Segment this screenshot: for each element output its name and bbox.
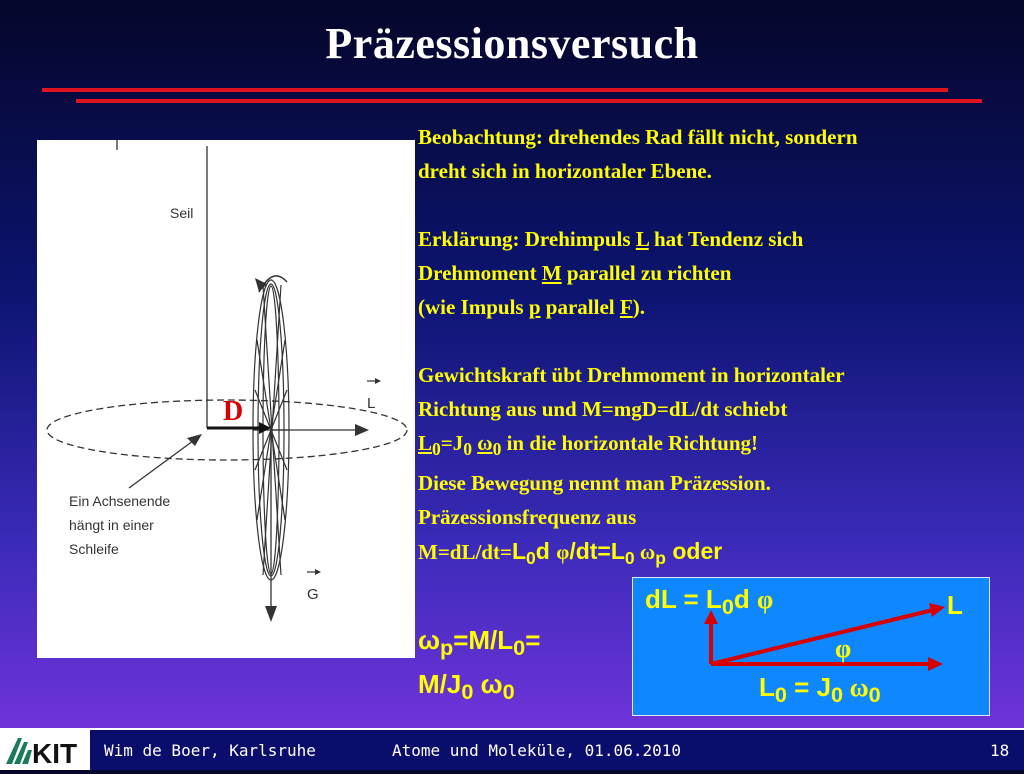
- footer-page-number: 18: [990, 741, 1010, 760]
- gravity-line2: Richtung aus und M=mgD=dL/dt schiebt: [418, 397, 788, 421]
- footer-course: Atome und Moleküle, 01.06.2010: [392, 741, 681, 760]
- formula-line2: $M/J_0$ $\omega_0$: [418, 669, 515, 705]
- observation-line1: Beobachtung: drehendes Rad fällt nicht, sondern: [418, 125, 858, 149]
- gravity-line1: Gewichtskraft übt Drehmoment in horizontaler: [418, 363, 845, 387]
- vector-diagram-inset: [632, 577, 990, 716]
- slide-footer: [0, 728, 1024, 770]
- gyroscope-drawing: [37, 140, 415, 658]
- inset-L-label: L: [947, 590, 963, 620]
- gravity-line5: Präzessionsfrequenz aus: [418, 505, 637, 530]
- label-seil: Seil: [170, 205, 194, 221]
- gravity-line3: $L_0=J_0$ $\omega_0$ in die horizontale Richtung!: [418, 431, 759, 460]
- explanation-line3: (wie Impuls p parallel F).: [418, 295, 645, 319]
- label-G: G: [307, 586, 319, 603]
- label-D: D: [223, 396, 244, 427]
- title-underline-top: [42, 88, 948, 92]
- svg-text:KIT: KIT: [32, 738, 78, 769]
- frequency-formula-line: $M=dL/dt=L_0d$ $\varphi/dt=L_0$ $\omega_p$ oder: [418, 538, 723, 569]
- inset-dL-label: dL = $L_0d$ φ: [645, 584, 774, 620]
- label-axis-line3: Schleife: [69, 541, 119, 557]
- explanation-line1: Erklärung: Drehimpuls L hat Tendenz sich: [418, 227, 804, 251]
- label-L: L: [367, 395, 376, 412]
- formula-line1: $\omega_p=M/L_0=$: [418, 625, 541, 661]
- inset-phi-label: φ: [835, 634, 852, 663]
- footer-author: Wim de Boer, Karlsruhe: [104, 741, 316, 760]
- inset-L0-label: $L_0 = J_0$ $\omega_0$: [759, 672, 881, 708]
- kit-logo-icon: [0, 730, 90, 770]
- precession-frequency-formula: [418, 622, 540, 710]
- label-axis-line2: hängt in einer: [69, 517, 154, 533]
- title-underline-bottom: [76, 99, 982, 103]
- observation-line2: dreht sich in horizontaler Ebene.: [418, 159, 712, 183]
- explanation-text: [418, 120, 1018, 575]
- slide-title: Präzessionsversuch: [325, 19, 699, 68]
- precession-figure: [37, 140, 415, 658]
- gravity-line4: Diese Bewegung nennt man Präzession.: [418, 471, 771, 496]
- explanation-line2: Drehmoment M parallel zu richten: [418, 261, 732, 285]
- label-axis-line1: Ein Achsenende: [69, 493, 171, 509]
